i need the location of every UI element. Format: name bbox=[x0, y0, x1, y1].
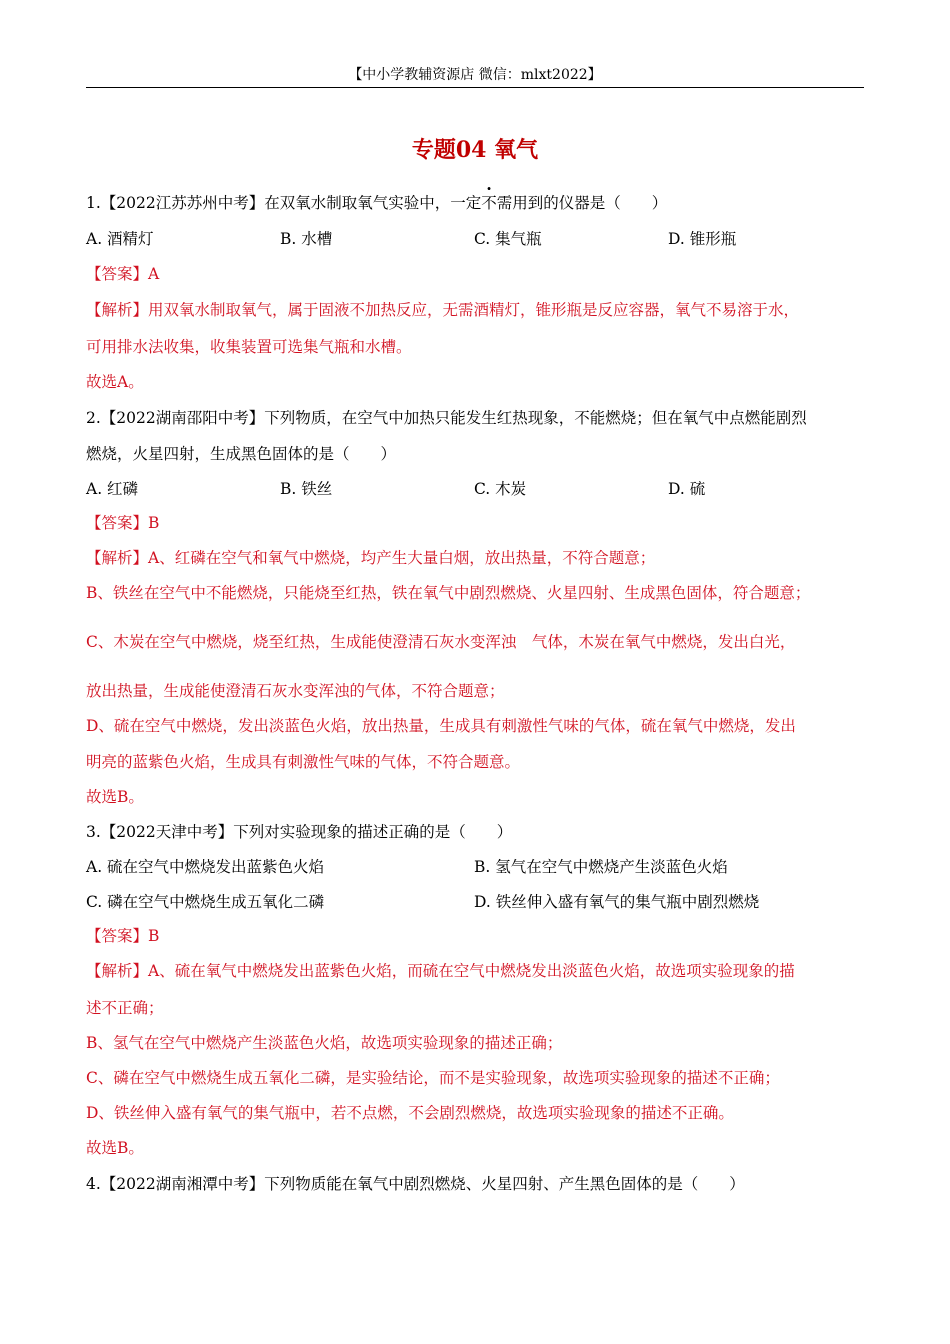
question-3-answer: 【答案】B bbox=[86, 927, 160, 945]
question-3-analysis-line: C、磷在空气中燃烧生成五氧化二磷，是实验结论，而不是实验现象，故选项实验现象的描述不正确； bbox=[86, 1069, 780, 1087]
page-title: 专题04 氧气 bbox=[411, 137, 539, 163]
header-divider bbox=[86, 87, 864, 88]
question-1-option-b: B. 水槽 bbox=[280, 230, 333, 248]
question-3-option-c: C. 磷在空气中燃烧生成五氧化二磷 bbox=[86, 893, 325, 911]
question-2-answer: 【答案】B bbox=[86, 514, 160, 532]
question-1-emphasis: 不 bbox=[481, 194, 497, 212]
question-2-stem-line: 燃烧，火星四射，生成黑色固体的是（ ） bbox=[86, 445, 397, 463]
question-1-answer: 【答案】A bbox=[86, 265, 160, 283]
question-2-option-c: C. 木炭 bbox=[474, 480, 527, 498]
question-4-stem: 4.【2022湖南湘潭中考】下列物质能在氧气中剧烈燃烧、火星四射、产生黑色固体的是（ ） bbox=[86, 1175, 745, 1193]
question-1-conclusion: 故选A。 bbox=[86, 373, 144, 391]
question-3-option-b: B. 氢气在空气中燃烧产生淡蓝色火焰 bbox=[474, 858, 728, 876]
question-1-option-d: D. 锥形瓶 bbox=[668, 230, 737, 248]
question-2-conclusion: 故选B。 bbox=[86, 788, 144, 806]
question-1-analysis-line: 可用排水法收集，收集装置可选集气瓶和水槽。 bbox=[86, 338, 412, 356]
question-3-analysis-line: 【解析】A、硫在氧气中燃烧发出蓝紫色火焰，而硫在空气中燃烧发出淡蓝色火焰，故选项实验现象的描 bbox=[86, 962, 795, 980]
question-1-option-c: C. 集气瓶 bbox=[474, 230, 542, 248]
question-3-option-d: D. 铁丝伸入盛有氧气的集气瓶中剧烈燃烧 bbox=[474, 893, 760, 911]
question-2-option-a: A. 红磷 bbox=[86, 480, 139, 498]
question-2-stem-line: 2.【2022湖南邵阳中考】下列物质，在空气中加热只能发生红热现象，不能燃烧；但在氧气中点燃能剧烈 bbox=[86, 409, 807, 427]
question-2-analysis-line: 放出热量，生成能使澄清石灰水变浑浊的气体，不符合题意； bbox=[86, 682, 505, 700]
question-2-analysis-line: 明亮的蓝紫色火焰，生成具有刺激性气味的气体，不符合题意。 bbox=[86, 753, 521, 771]
question-2-option-d: D. 硫 bbox=[668, 480, 706, 498]
question-1-stem bbox=[86, 192, 667, 214]
question-2-analysis-line: B、铁丝在空气中不能燃烧，只能烧至红热，铁在氧气中剧烈燃烧、火星四射、生成黑色固体，符合题意； bbox=[86, 584, 811, 602]
question-2-analysis-line: C、木炭在空气中燃烧，烧至红热，生成能使澄清石灰水变浑浊 气体，木炭在氧气中燃烧，发出白光， bbox=[86, 633, 796, 651]
question-3-option-a: A. 硫在空气中燃烧发出蓝紫色火焰 bbox=[86, 858, 325, 876]
question-3-stem: 3.【2022天津中考】下列对实验现象的描述正确的是（ ） bbox=[86, 823, 513, 841]
question-1-stem-post: 需用到的仪器是（ ） bbox=[496, 194, 668, 212]
question-2-option-b: B. 铁丝 bbox=[280, 480, 333, 498]
question-1-analysis-line: 【解析】用双氧水制取氧气，属于固液不加热反应，无需酒精灯，锥形瓶是反应容器，氧气不易溶于水， bbox=[86, 301, 800, 319]
question-1-stem-pre: 1.【2022江苏苏州中考】在双氧水制取氧气实验中，一定 bbox=[86, 194, 482, 212]
question-2-analysis-line: D、硫在空气中燃烧，发出淡蓝色火焰，放出热量，生成具有刺激性气味的气体，硫在氧气中燃烧，发出 bbox=[86, 717, 796, 735]
question-3-analysis-line: D、铁丝伸入盛有氧气的集气瓶中，若不点燃，不会剧烈燃烧，故选项实验现象的描述不正确。 bbox=[86, 1104, 734, 1122]
question-3-analysis-line: B、氢气在空气中燃烧产生淡蓝色火焰，故选项实验现象的描述正确； bbox=[86, 1034, 563, 1052]
question-3-conclusion: 故选B。 bbox=[86, 1139, 144, 1157]
question-1-option-a: A. 酒精灯 bbox=[86, 230, 154, 248]
page-header: 【中小学教辅资源店 微信：mlxt2022】 bbox=[348, 67, 602, 83]
question-3-analysis-line: 述不正确； bbox=[86, 999, 164, 1017]
question-2-analysis-line: 【解析】A、红磷在空气和氧气中燃烧，均产生大量白烟，放出热量，不符合题意； bbox=[86, 549, 656, 567]
